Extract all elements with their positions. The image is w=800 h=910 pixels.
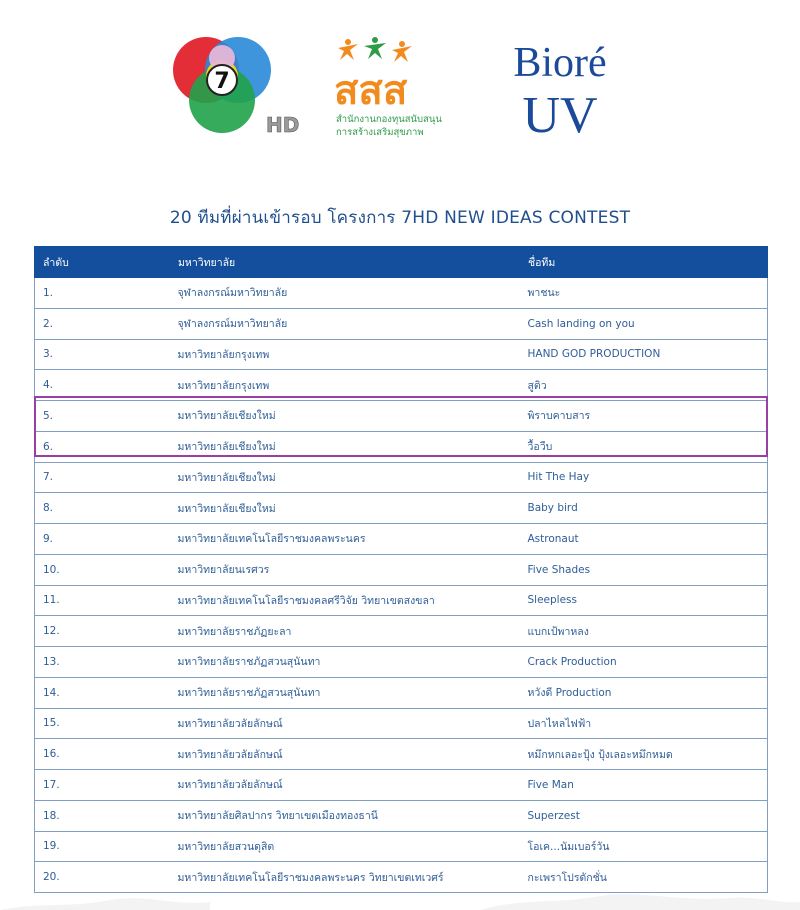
rank-cell: 1. (35, 278, 170, 309)
team-cell: Five Man (520, 770, 768, 801)
table-row (35, 647, 768, 678)
university-cell: มหาวิทยาลัยเชียงใหม่ (170, 431, 520, 462)
table-row (35, 800, 768, 831)
thaihealth-wordmark: สสส (334, 68, 408, 114)
university-cell: มหาวิทยาลัยศิลปากร วิทยาเขตเมืองทองธานี (170, 800, 520, 831)
team-cell: วื้อวืบ (520, 431, 768, 462)
university-cell: มหาวิทยาลัยราชภัฏสวนสุนันทา (170, 677, 520, 708)
team-cell: หมึกหกเลอะปุ้ง ปุ้งเลอะหมึกหมด (520, 739, 768, 770)
thaihealth-line2: การสร้างเสริมสุขภาพ (336, 127, 424, 138)
rank-cell: 16. (35, 739, 170, 770)
rank-cell: 3. (35, 339, 170, 370)
table-row (35, 401, 768, 432)
team-cell: แบกเป้พาหลง (520, 616, 768, 647)
university-cell: มหาวิทยาลัยเทคโนโลยีราชมงคลพระนคร (170, 524, 520, 555)
rank-cell: 6. (35, 431, 170, 462)
table-row (35, 370, 768, 401)
university-cell: จุฬาลงกรณ์มหาวิทยาลัย (170, 308, 520, 339)
rank-cell: 8. (35, 493, 170, 524)
team-cell: Five Shades (520, 554, 768, 585)
team-cell: Baby bird (520, 493, 768, 524)
rank-cell: 11. (35, 585, 170, 616)
table-row (35, 585, 768, 616)
university-cell: มหาวิทยาลัยเชียงใหม่ (170, 493, 520, 524)
table-row (35, 708, 768, 739)
team-cell: พาชนะ (520, 278, 768, 309)
team-cell: ปลาไหลไฟฟ้า (520, 708, 768, 739)
logo-bar (0, 30, 800, 150)
university-cell: มหาวิทยาลัยราชภัฏยะลา (170, 616, 520, 647)
table-row (35, 831, 768, 862)
rank-cell: 9. (35, 524, 170, 555)
table-row (35, 462, 768, 493)
biore-uv-wordmark: UV (522, 87, 598, 140)
table-row (35, 524, 768, 555)
team-cell: หวังดี Production (520, 677, 768, 708)
rank-cell: 7. (35, 462, 170, 493)
university-cell: มหาวิทยาลัยวลัยลักษณ์ (170, 739, 520, 770)
university-cell: มหาวิทยาลัยกรุงเทพ (170, 339, 520, 370)
biore-wordmark: Bioré (513, 40, 607, 86)
team-cell: กะเพราโปรดักชั่น (520, 862, 768, 893)
team-cell: พิราบคาบสาร (520, 401, 768, 432)
rank-cell: 4. (35, 370, 170, 401)
rank-cell: 12. (35, 616, 170, 647)
biore-uv-logo (490, 36, 630, 140)
rank-cell: 2. (35, 308, 170, 339)
table-row (35, 677, 768, 708)
university-cell: มหาวิทยาลัยเทคโนโลยีราชมงคลศรีวิจัย วิทยาเขตสงขลา (170, 585, 520, 616)
page-title: 20 ทีมที่ผ่านเข้ารอบ โครงการ 7HD NEW IDEAS CONTEST (169, 208, 631, 228)
table-row (35, 278, 768, 309)
university-cell: มหาวิทยาลัยสวนดุสิต (170, 831, 520, 862)
university-cell: มหาวิทยาลัยเทคโนโลยีราชมงคลพระนคร วิทยาเขตเทเวศร์ (170, 862, 520, 893)
university-cell: มหาวิทยาลัยราชภัฏสวนสุนันทา (170, 647, 520, 678)
people-stars-icon (338, 37, 412, 62)
table-row (35, 770, 768, 801)
thaihealth-logo (330, 32, 460, 142)
table-row (35, 339, 768, 370)
team-cell: โอเค...นัมเบอร์วัน (520, 831, 768, 862)
header-team: ชื่อทีม (520, 247, 768, 278)
university-cell: มหาวิทยาลัยเชียงใหม่ (170, 462, 520, 493)
header-university: มหาวิทยาลัย (170, 247, 520, 278)
rank-cell: 14. (35, 677, 170, 708)
university-cell: จุฬาลงกรณ์มหาวิทยาลัย (170, 278, 520, 309)
team-cell: HAND GOD PRODUCTION (520, 339, 768, 370)
channel7-hd-label: HD (266, 113, 300, 137)
footer-cloud-decoration (0, 880, 800, 910)
table-row (35, 739, 768, 770)
rank-cell: 17. (35, 770, 170, 801)
university-cell: มหาวิทยาลัยกรุงเทพ (170, 370, 520, 401)
team-cell: สูติว (520, 370, 768, 401)
university-cell: มหาวิทยาลัยเชียงใหม่ (170, 401, 520, 432)
rank-cell: 10. (35, 554, 170, 585)
rank-cell: 18. (35, 800, 170, 831)
table-row (35, 554, 768, 585)
rank-cell: 19. (35, 831, 170, 862)
team-cell: Superzest (520, 800, 768, 831)
table-row (35, 493, 768, 524)
team-cell: Hit The Hay (520, 462, 768, 493)
team-cell: Sleepless (520, 585, 768, 616)
university-cell: มหาวิทยาลัยวลัยลักษณ์ (170, 708, 520, 739)
team-cell: Crack Production (520, 647, 768, 678)
team-cell: Astronaut (520, 524, 768, 555)
rank-cell: 5. (35, 401, 170, 432)
university-cell: มหาวิทยาลัยวลัยลักษณ์ (170, 770, 520, 801)
rank-cell: 20. (35, 862, 170, 893)
channel7-number: 7 (214, 69, 230, 94)
channel7-hd-logo (170, 34, 300, 142)
table-header-row (35, 247, 768, 278)
thaihealth-line1: สำนักงานกองทุนสนับสนุน (336, 114, 442, 125)
table-row (35, 431, 768, 462)
rank-cell: 13. (35, 647, 170, 678)
table-row (35, 616, 768, 647)
university-cell: มหาวิทยาลัยนเรศวร (170, 554, 520, 585)
team-cell: Cash landing on you (520, 308, 768, 339)
results-table (34, 246, 768, 893)
table-row (35, 308, 768, 339)
header-rank: ลำดับ (35, 247, 170, 278)
rank-cell: 15. (35, 708, 170, 739)
